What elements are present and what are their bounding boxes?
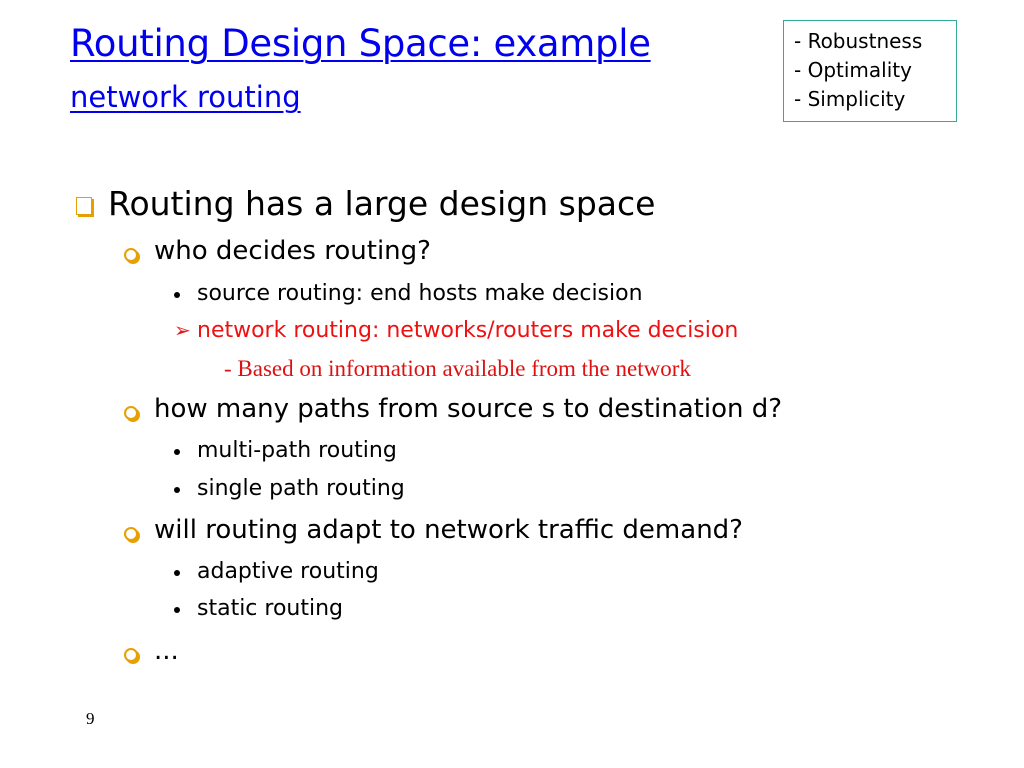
network-routing-note: - Based on information available from the network	[224, 356, 691, 381]
criteria-robustness: - Robustness	[794, 29, 923, 53]
dot-bullet-icon	[174, 487, 180, 493]
answer-multi-path: multi-path routing	[197, 438, 397, 463]
dot-bullet-icon	[174, 607, 180, 613]
slide-subtitle[interactable]: network routing	[70, 80, 301, 114]
page-number: 9	[86, 709, 95, 728]
answer-single-path: single path routing	[197, 476, 405, 501]
question-more: ...	[154, 636, 179, 666]
question-how-many-paths: how many paths from source s to destination d?	[154, 394, 783, 424]
ring-bullet-icon	[124, 248, 138, 262]
criteria-simplicity: - Simplicity	[794, 87, 906, 111]
dot-bullet-icon	[174, 292, 180, 298]
answer-static: static routing	[197, 596, 344, 621]
question-adapt-traffic: will routing adapt to network traffic demand?	[154, 515, 743, 545]
ring-bullet-icon	[124, 406, 138, 420]
ring-bullet-icon	[124, 648, 138, 662]
main-bullet: Routing has a large design space	[108, 184, 656, 223]
answer-adaptive: adaptive routing	[197, 559, 379, 584]
criteria-optimality: - Optimality	[794, 58, 912, 82]
arrow-bullet-icon: ➢	[174, 318, 191, 342]
dot-bullet-icon	[174, 570, 180, 576]
square-bullet-icon	[76, 197, 92, 215]
answer-source-routing: source routing: end hosts make decision	[197, 281, 643, 306]
question-who-decides: who decides routing?	[154, 236, 431, 266]
slide-title[interactable]: Routing Design Space: example	[70, 22, 651, 65]
ring-bullet-icon	[124, 527, 138, 541]
criteria-box	[783, 20, 957, 122]
dot-bullet-icon	[174, 449, 180, 455]
answer-network-routing: network routing: networks/routers make decision	[197, 318, 739, 343]
